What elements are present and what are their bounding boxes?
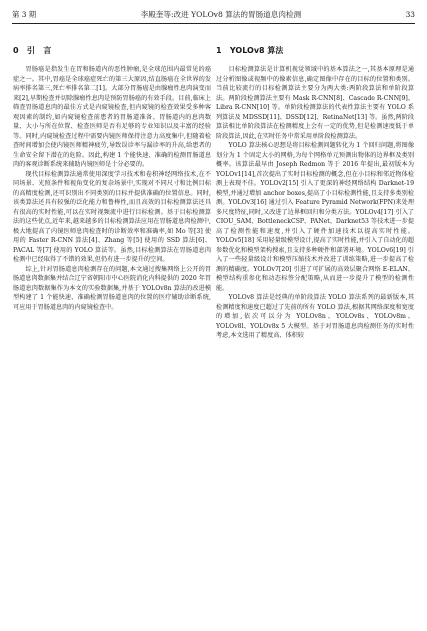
intro-paragraph: 胃肠癌是指发生在胃和肠道内的恶性肿瘤,是全球范围内最常见的癌症之一。其中,胃癌是全球癌症死亡的第三大原因,结直肠癌在全世界的发病率排名第三,死亡率排名第二[1]。大部分胃肠癌是由腺瘤性息肉演变而来[2],早期检查并切除腺瘤性息肉是预防胃肠癌的有效手段。目前,临床上筛查胃肠道息肉的最佳方式是内窥镜检查,但内窥镜的检查效果受多种客观因素的制约,如内窥镜检查前患者的胃肠道准备、胃肠道内的息肉数量、大小与所在位置、检查医师是否有足够的专业知识以及丰富的经验等。同时,内窥镜检查过程中需要内镜医师保持注意力高度集中,但随着检查时间增加会使内镜医师精神疲劳,导致误诊率与漏诊率的升高,给患者的生命安全留下潜在的危险。因此,构建 1 个能快速、准确的检测胃肠道息肉的客观诊断系统来辅助内镜医师是十分必要的。	[13, 66, 211, 168]
running-title: 李殿奎等:改进 YOLOv8 算法的胃肠道息肉检测	[140, 9, 302, 19]
intro-paragraph: 综上,针对胃肠道息肉检测存在的问题,本文通过搜集网络上公开的胃肠道息肉数据集并结合辽宁省朝阳市中心医院消化内科提供的 2020 年胃肠道息肉数据集作为本文的实验数据集,并基于 YOLOv8n 算法的改进模型构建了 1 个能快速、准确检测胃肠道息肉的位置的医疗辅助诊断系统,可应用于胃肠道息肉的内窥镜检查中。	[13, 265, 211, 311]
right-column	[216, 46, 414, 341]
yolov8-paragraph: 目标检测算法是计算机视觉领域中的基本算法之一,其基本原理是通过分析图像或视频中的像素信息,确定图像中存在的目标的位置和类别。当前比较流行的目标检测算法主要分为两大类:两阶段算法和单阶段算法。两阶段检测算法主要有 Mask R-CNN[8]、Cascade R-CNN[9]、Libra R-CNN[10] 等。单阶段检测算法的代表性算法主要有 YOLO 系列算法及 MDSSD[11]、DSSD[12]、RetinaNet[13] 等。虽然,两阶段算法相比单阶段算法在检测精度上会有一定的优势,但是检测速度低于单阶段算法,因此,在实时任务中常采用单阶段检测算法。	[216, 66, 414, 140]
yolov8-paragraph: YOLO 算法核心思想是将目标检测问题转化为 1 个回归问题,将图像划分为 1 个固定大小的网格,为每个网格单元预测出物体的边界框及类别概率。该算法最早由 Joseph Redmon 等于 2016 年提出,最初版本为 YOLOv1[14],首次提出了实时目标检测的概念,但在小目标和邻近物体检测上表现不佳。YOLOv2[15] 引入了更深的神经网络结构 Darknet-19 模型,并通过增加 anchor boxes,提高了小目标检测性能,且支持多类别检测。YOLOv3[16] 通过引入 Feature Pyramid Network(FPN)来处理多尺度特征,同时,又改进了边界框回归和分类方法。YOLOv4[17] 引入了 CIOU_SAM、BottleneckCSP、PANet、Darknet53 等技术进一步提高了检测性能和速度,并引入了硬件加速技术以提高实时性能。YOLOv5[18] 采用轻量级模型设计,提高了实时性能,并引入了自动化的超参数优化和模型架构搜索,且支持多种硬件和部署环境。YOLOv6[19] 引入了一些轻量级设计和模型压缩技术并改进了训练策略,进一步提高了检测的精确度。YOLOv7[20] 引进了可扩展的高效层聚合网络 E-ELAN、模型结构重参化和动态标签分配策略,从而进一步提升了模型的检测性能。	[216, 142, 414, 292]
issue-number: 第 3 期	[12, 9, 37, 19]
header-rule	[12, 23, 415, 24]
intro-paragraph: 现代目标检测算法通常使用深度学习技术和卷积神经网络技术,在不同场景、光照条件和视角变化的复杂场景中,实现对不同尺寸和比例目标的高精度检测,还可识别出不同类别的目标并提供准确的位置信息。同时,该类算法还具有较强的泛化能力和鲁棒性,而且高效的目标检测算法还具有很高的实时性能,可以在实时视频流中进行目标检测。基于目标检测算法的这些优点,近年来,越来越多的目标检测算法应用在胃肠道息肉检测中,极大地提高了内镜医师息肉检查时的诊断效率和准确率,如 Mo 等[3] 使用的 Faster R-CNN 算法[4]、Zhang 等[5] 使用的 SSD 算法[6]、PACAL 等[7] 使用的 YOLO 算法等。虽然,目标检测算法在胃肠道息肉检测中已经取得了不错的效果,但仍有进一步提升的空间。	[13, 170, 211, 263]
left-column	[13, 46, 211, 312]
running-head	[12, 6, 415, 22]
section-heading-yolov8: 1 YOLOv8 算法	[216, 46, 284, 55]
yolov8-paragraph: YOLOv8 算法是经典的单阶段算法 YOLO 算法系列的最新版本,其检测精度和速度已超过了先前的所有 YOLO 算法,根据其网络深度和宽度的增加,依次可以分为 YOLOv8n、YOLOv8s、YOLOv8m、YOLOv8l、YOLOv8x 5 大模型。基于对胃肠道息肉检测任务的实时性考虑,本文选用了精度高、体积较	[216, 294, 414, 339]
page-number: 33	[405, 9, 415, 19]
section-heading-introduction: 0 引 言	[13, 46, 52, 55]
